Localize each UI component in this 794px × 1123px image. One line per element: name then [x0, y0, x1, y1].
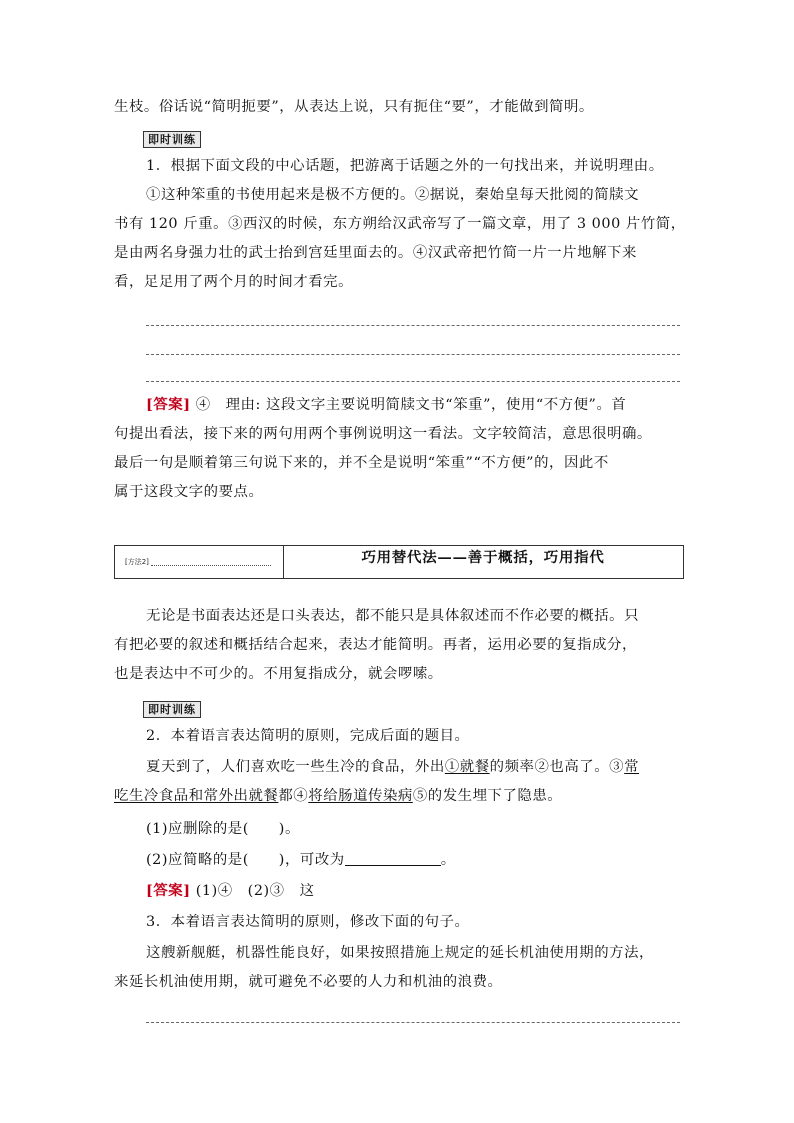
question-2: 2．本着语言表达简明的原则，完成后面的题目。: [146, 728, 470, 744]
answer-label: [答案]: [146, 882, 191, 899]
sub-question-1: (1)应删除的是( )。: [146, 821, 300, 837]
text-run: ⑤的发生埋下了隐患。: [412, 788, 563, 804]
method-number: [方法2]: [125, 558, 149, 566]
method-header-box: [114, 545, 684, 579]
text-run: (2)应简略的是( )，可改为: [146, 852, 345, 868]
practice-tag: 即时训练: [143, 131, 201, 148]
answer-2-line: [146, 881, 684, 901]
fill-blank[interactable]: [345, 851, 441, 866]
answer-text: (1)④ (2)③ 这: [195, 883, 315, 899]
answer-1-line: 句提出看法，接下来的两句用两个事例说明这一看法。文字较简洁，意思很明确。: [114, 426, 652, 442]
answer-text: ④ 理由: 这段文字主要说明简牍文书“笨重”，使用“不方便”。首: [195, 397, 627, 413]
passage-1-line: ①这种笨重的书使用起来是极不方便的。②据说，秦始皇每天批阅的简牍文: [146, 187, 640, 203]
method-paragraph-line: 有把必要的叙述和概括结合起来，表达才能简明。再者，运用必要的复指成分，: [114, 637, 637, 653]
answer-label: [答案]: [146, 396, 191, 413]
question-1: 1．根据下面文段的中心话题，把游离于话题之外的一句找出来，并说明理由。: [146, 158, 664, 174]
passage-2-line: [146, 757, 684, 777]
underlined-run: 将给肠道传染病: [308, 788, 413, 804]
method-paragraph-line: 也是表达中不可少的。不用复指成分，就会啰嗦。: [114, 666, 443, 682]
text-run: 都④: [278, 788, 309, 804]
dotted-rule: [151, 565, 271, 566]
passage-1-line: 是由两名身强力壮的武士抬到宫廷里面去的。④汉武帝把竹简一片一片地解下来: [114, 245, 637, 261]
passage-3-line: 这艘新舰艇，机器性能良好，如果按照措施上规定的延长机油使用期的方法，: [146, 945, 654, 961]
underlined-run: 吃生冷食品和常外出就餐: [114, 788, 279, 804]
text-run: 的频率②也高了。③: [489, 759, 625, 775]
answer-line[interactable]: [146, 325, 680, 326]
passage-1-line: 书有 120 斤重。③西汉的时候，东方朔给汉武帝写了一篇文章，用了 3 000 片竹简，: [114, 216, 686, 232]
method-label-cell: [115, 546, 284, 578]
answer-1-line: 属于这段文字的要点。: [114, 484, 264, 500]
answer-1-line: [146, 395, 684, 415]
method-title: 巧用替代法——善于概括，巧用指代: [361, 549, 605, 566]
text-run: 。: [440, 852, 456, 868]
underlined-run: 常: [624, 759, 640, 775]
question-3: 3．本着语言表达简明的原则，修改下面的句子。: [146, 914, 470, 930]
answer-line[interactable]: [146, 354, 680, 355]
passage-3-line: 来延长机油使用期，就可避免不必要的人力和机油的浪费。: [114, 974, 503, 990]
underlined-run: ①就餐: [444, 759, 490, 775]
sub-question-2: [146, 850, 684, 870]
answer-line[interactable]: [146, 1022, 680, 1023]
method-paragraph-line: 无论是书面表达还是口头表达，都不能只是具体叙述而不作必要的概括。只: [146, 608, 640, 624]
answer-1-line: 最后一句是顺着第三句说下来的，并不全是说明“笨重”“不方便”的，因此不: [114, 455, 609, 471]
answer-line[interactable]: [146, 381, 680, 382]
practice-tag: 即时训练: [143, 701, 201, 718]
passage-1-line: 看，足足用了两个月的时间才看完。: [114, 274, 354, 290]
text-run: 夏天到了，人们喜欢吃一些生冷的食品，外出: [146, 759, 445, 775]
paragraph-line: 生枝。俗话说“简明扼要”，从表达上说，只有扼住“要”，才能做到简明。: [114, 99, 594, 115]
passage-2-line: [114, 786, 684, 806]
